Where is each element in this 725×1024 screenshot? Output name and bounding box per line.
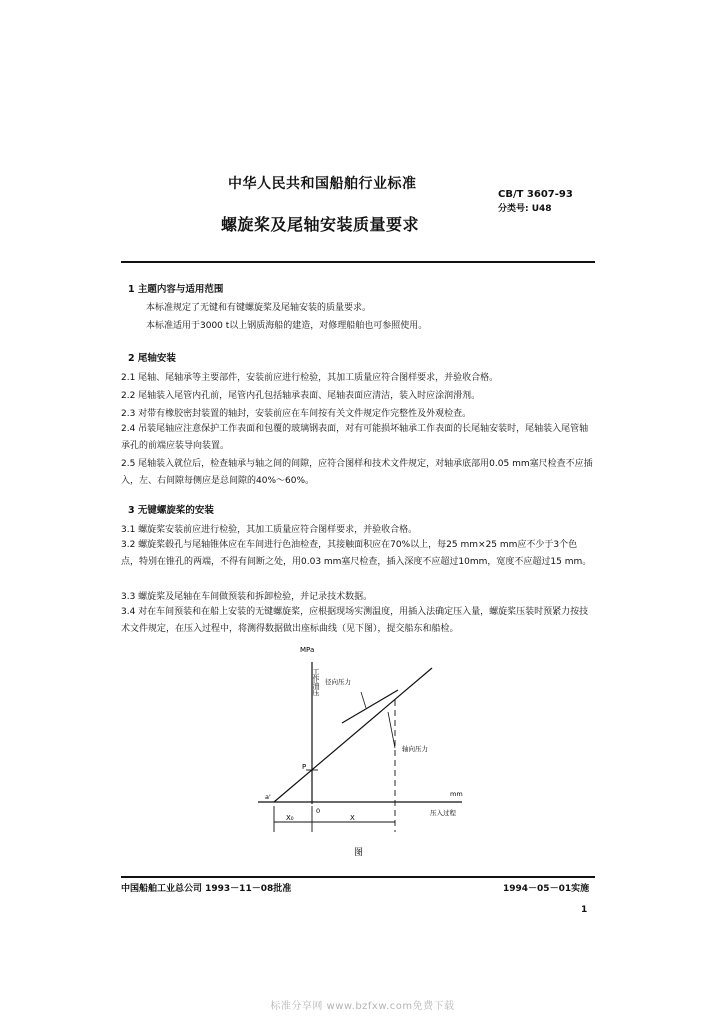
classification-number: 分类号: U48 — [498, 204, 552, 214]
y-unit: MPa — [300, 646, 315, 654]
clause-3-1: 3.1 螺旋桨安装前应进行检验，其加工质量应符合图样要求，并验收合格。 — [121, 525, 418, 535]
label-axial-force: 轴向压力 — [402, 745, 428, 753]
figure-caption: 图 — [354, 848, 364, 858]
curve-lower — [274, 668, 432, 802]
leader-lower — [388, 712, 395, 748]
clause-2-2: 2.2 尾轴装入尾管内孔前，尾管内孔包括轴承表面、尾轴表面应清洁，装入时应涂润滑剂。 — [121, 391, 481, 401]
clause-3-4: 3.4 对在车间预装和在船上安装的无键螺旋桨，应根据现场实测温度，用插入法确定压入量，螺旋桨压装时预紧力按技术文件规定，在压入过程中，将测得数据做出座标曲线（见下图），提交船东和船检。 — [121, 607, 589, 634]
curve-upper — [342, 690, 398, 723]
label-a: a' — [265, 793, 271, 801]
leader-upper — [361, 692, 366, 708]
label-origin: 0 — [316, 807, 321, 815]
standard-code: CB/T 3607-93 — [498, 189, 573, 200]
section-1-heading: 1 主题内容与适用范围 — [128, 284, 224, 295]
implementation-date: 1994－05－01实施 — [503, 884, 590, 894]
x-axis-label: 压入过程 — [430, 809, 456, 817]
label-x0: X₀ — [286, 814, 294, 822]
y-axis-label: 工作油压 — [312, 668, 320, 696]
label-x: X — [350, 814, 355, 822]
footer-divider — [121, 876, 595, 878]
section-1-paragraph-1: 本标准规定了无键和有键螺旋桨及尾轴安装的质量要求。 — [146, 303, 372, 313]
clause-2-5: 2.5 尾轴装入就位后，检查轴承与轴之间的间隙，应符合图样和技术文件规定，对轴承底部用0.05 mm塞尺检查不应插入，左、右间隙每侧应是总间隙的40%～60%。 — [121, 459, 593, 486]
x-unit: mm — [450, 790, 463, 798]
page-number: 1 — [581, 905, 588, 915]
label-radial-pressure: 径向压力 — [325, 678, 351, 686]
section-3-heading: 3 无键螺旋桨的安装 — [128, 505, 214, 516]
section-1-paragraph-2: 本标准适用于3000 t以上钢质海船的建造，对修理船舶也可参照使用。 — [146, 321, 428, 331]
clause-3-3: 3.3 螺旋桨及尾轴在车间做预装和拆卸检验，并记录技术数据。 — [121, 592, 373, 602]
standard-title: 中华人民共和国船舶行业标准 — [228, 176, 417, 192]
approval-line: 中国船舶工业总公司 1993－11－08批准 — [121, 884, 292, 894]
document-title: 螺旋桨及尾轴安装质量要求 — [221, 215, 420, 234]
section-2-heading: 2 尾轴安装 — [128, 353, 176, 364]
clause-3-2: 3.2 螺旋桨毂孔与尾轴锥体应在车间进行色油检查，其接触面积应在70%以上，每25 mm×25 mm应不少于3个色点，特别在锥孔的两端，不得有间断之处，用0.03 mm塞尺检查，插入深度不应超过10mm，宽度不应超过15 mm。 — [121, 540, 592, 567]
clause-2-3: 2.3 对带有橡胶密封装置的轴封，安装前应在车间按有关文件规定作完整性及外观检查。 — [121, 409, 472, 419]
clause-2-1: 2.1 尾轴、尾轴承等主要部件，安装前应进行检验，其加工质量应符合图样要求，并验收合格。 — [121, 373, 499, 383]
label-p: P — [302, 763, 307, 771]
site-watermark: 标准分享网 www.bzfxw.com免费下载 — [270, 1001, 455, 1012]
clause-2-4: 2.4 吊装尾轴应注意保护工作表面和包覆的玻璃钢表面，对有可能损坏轴承工作表面的长尾轴安装时，尾轴装入尾管轴承孔的前端应装导向装置。 — [121, 424, 589, 451]
